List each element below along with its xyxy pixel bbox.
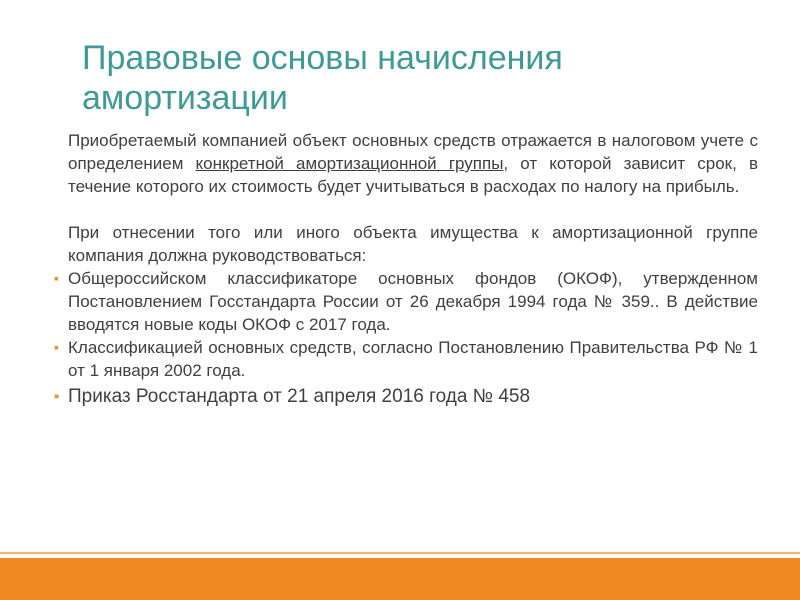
bullet-item-classification xyxy=(54,336,758,382)
bullet-square-icon: ▪ xyxy=(54,388,60,405)
paragraph-gap xyxy=(54,198,758,221)
bullet-item-order xyxy=(54,383,758,411)
bullet-square-icon: ▪ xyxy=(54,339,59,355)
slide-title-line-1: Правовые основы начисления xyxy=(82,39,563,77)
underlined-term: конкретной амортизационной группы xyxy=(195,154,504,173)
slide-title xyxy=(82,38,782,118)
bullet-text: Приказ Росстандарта от 21 апреля 2016 года № 458 xyxy=(68,386,531,407)
paragraph-guidelines: При отнесении того или иного объекта имущества к амортизационной группе компания должна руководствоваться: xyxy=(68,223,758,265)
paragraph-acquired-object xyxy=(68,129,758,198)
bullet-square-icon: ▪ xyxy=(54,270,59,286)
paragraph-text-after: , от которой зависит срок, в течение которого их стоимость будет учитываться в расходах по налогу на прибыль. xyxy=(68,154,759,196)
footer-bar xyxy=(0,558,800,600)
bullet-text: Общероссийском классификаторе основных фондов (ОКОФ), утвержденном Постановлением Госстандарта России от 26 декабря 1994 года № 359.. В действие вводятся новые коды ОКОФ с 2017 года. xyxy=(68,269,758,334)
bullet-text: Классификацией основных средств, согласно Постановлению Правительства РФ № 1 от 1 января 2002 года. xyxy=(68,338,758,380)
footer-divider xyxy=(0,552,800,554)
slide-title-line-2: амортизации xyxy=(82,79,288,117)
bullet-item-okof xyxy=(54,267,758,336)
slide-body xyxy=(54,129,758,411)
paragraph-text-before: Приобретаемый компанией объект основных средств отражается в налоговом учете с определением xyxy=(68,131,758,173)
